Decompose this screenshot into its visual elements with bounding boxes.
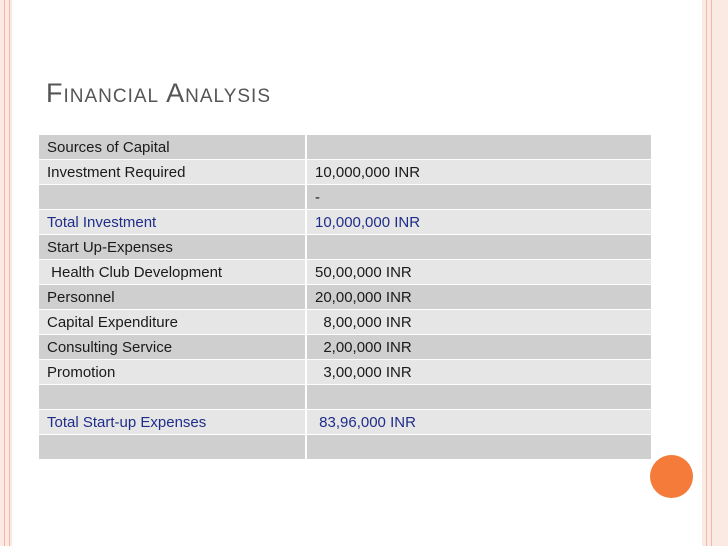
row-label: Total Start-up Expenses	[39, 410, 306, 435]
row-label	[39, 385, 306, 410]
table-row	[39, 260, 651, 285]
table-row	[39, 360, 651, 385]
row-value: 3,00,000 INR	[306, 360, 651, 385]
table-row	[39, 310, 651, 335]
row-value	[306, 385, 651, 410]
slide-title: Financial Analysis	[46, 78, 271, 108]
decorative-line-left-2	[9, 0, 10, 546]
row-label	[39, 185, 306, 210]
table-row	[39, 435, 651, 460]
row-value	[306, 135, 651, 160]
row-value: 50,00,000 INR	[306, 260, 651, 285]
row-value: 10,000,000 INR	[306, 160, 651, 185]
row-label: Investment Required	[39, 160, 306, 185]
row-value	[306, 435, 651, 460]
table-row	[39, 285, 651, 310]
row-value: -	[306, 185, 651, 210]
table-row	[39, 135, 651, 160]
table-row	[39, 185, 651, 210]
row-label: Total Investment	[39, 210, 306, 235]
table-row	[39, 160, 651, 185]
row-value: 8,00,000 INR	[306, 310, 651, 335]
row-value: 83,96,000 INR	[306, 410, 651, 435]
row-label: Capital Expenditure	[39, 310, 306, 335]
table-row	[39, 335, 651, 360]
row-label: Promotion	[39, 360, 306, 385]
decorative-line-right-1	[706, 0, 707, 546]
financial-table	[39, 135, 651, 460]
row-label: Personnel	[39, 285, 306, 310]
table-row-total-startup-expenses	[39, 410, 651, 435]
row-label: Consulting Service	[39, 335, 306, 360]
decorative-orange-circle	[650, 455, 693, 498]
table-row	[39, 385, 651, 410]
table-row	[39, 235, 651, 260]
decorative-line-right-2	[711, 0, 712, 546]
row-value: 10,000,000 INR	[306, 210, 651, 235]
table-row-total-investment	[39, 210, 651, 235]
row-value: 20,00,000 INR	[306, 285, 651, 310]
decorative-line-left-1	[4, 0, 5, 546]
row-value: 2,00,000 INR	[306, 335, 651, 360]
row-label: Sources of Capital	[39, 135, 306, 160]
row-label: Health Club Development	[39, 260, 306, 285]
row-label: Start Up-Expenses	[39, 235, 306, 260]
row-value	[306, 235, 651, 260]
row-label	[39, 435, 306, 460]
